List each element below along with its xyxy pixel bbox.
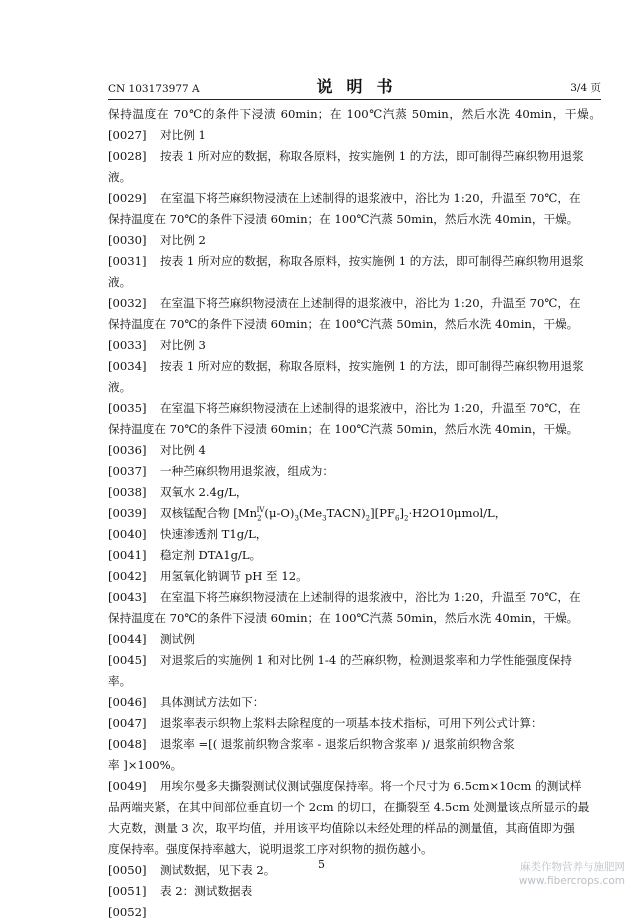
paragraph-number: [0032]	[108, 296, 147, 310]
document-title: 说明书	[316, 77, 407, 96]
page-counter: 3/4 页	[570, 82, 601, 94]
paragraph-0037: [0037] 一种苎麻织物用退浆液，组成为：	[108, 461, 601, 482]
paragraph-0047: [0047] 退浆率表示织物上浆料去除程度的一项基本技术指标，可用下列公式计算：	[108, 713, 601, 734]
text-line: 液。	[108, 170, 132, 184]
text-line: 大克数，测量 3 次，取平均值，并用该平均值除以未经处理的样品的测量值，其商值即为强	[108, 821, 575, 835]
paragraph-number: [0043]	[108, 590, 147, 604]
paragraph-number: [0033]	[108, 338, 147, 352]
paragraph-number: [0052]	[108, 905, 147, 919]
paragraph-number: [0037]	[108, 464, 147, 478]
paragraph-0034: [0034] 按表 1 所对应的数据，称取各原料，按实施例 1 的方法，即可制得苎麻织物用退浆	[108, 356, 601, 377]
paragraph-0029: [0029] 在室温下将苎麻织物浸渍在上述制得的退浆液中，浴比为 1:20，升温至 70℃，在	[108, 188, 601, 209]
paragraph-number: [0042]	[108, 569, 147, 583]
paragraph-0031: [0031] 按表 1 所对应的数据，称取各原料，按实施例 1 的方法，即可制得苎麻织物用退浆	[108, 251, 601, 272]
watermark-url: www.fibercrops.com	[518, 875, 625, 887]
watermark-site-name: 麻类作物营养与施肥网	[520, 861, 625, 873]
text-line: 保持温度在 70℃的条件下浸渍 60min；在 100℃汽蒸 50min，然后水洗 40min，干燥。	[108, 611, 579, 625]
paragraph-number: [0030]	[108, 233, 147, 247]
paragraph-0040: [0040] 快速渗透剂 T1g/L，	[108, 524, 601, 545]
text-line: 保持温度在 70℃的条件下浸渍 60min；在 100℃汽蒸 50min，然后水洗 40min，干燥。	[108, 422, 579, 436]
text-line: 率 ]×100%。	[108, 758, 183, 772]
paragraph-number: [0038]	[108, 485, 147, 499]
paragraph-0036: [0036] 对比例 4	[108, 440, 601, 461]
text-line: 液。	[108, 380, 132, 394]
paragraph-number: [0041]	[108, 548, 147, 562]
paragraph-number: [0045]	[108, 653, 147, 667]
paragraph-number: [0040]	[108, 527, 147, 541]
page-number: 5	[318, 858, 325, 871]
paragraph-0041: [0041] 稳定剂 DTA1g/L。	[108, 545, 601, 566]
paragraph-number: [0051]	[108, 884, 147, 898]
paragraph-number: [0036]	[108, 443, 147, 457]
watermark	[519, 860, 625, 888]
text-line: 液。	[108, 275, 132, 289]
header-rule	[108, 99, 601, 100]
paragraph-number: [0027]	[108, 128, 147, 142]
paragraph-0039	[108, 503, 601, 524]
paragraph-0027: [0027] 对比例 1	[108, 125, 601, 146]
paragraph-0042: [0042] 用氢氧化钠调节 pH 至 12。	[108, 566, 601, 587]
paragraph-number: [0049]	[108, 779, 147, 793]
formula-text: 退浆率 =[( 退浆前织物含浆率 - 退浆后织物含浆率 )/ 退浆前织物含浆	[160, 737, 515, 751]
paragraph-number: [0031]	[108, 254, 147, 268]
paragraph-number: [0028]	[108, 149, 147, 163]
paragraph-0051: [0051] 表 2：测试数据表	[108, 881, 601, 902]
paragraph-0032: [0032] 在室温下将苎麻织物浸渍在上述制得的退浆液中，浴比为 1:20，升温至 70℃，在	[108, 293, 601, 314]
paragraph-0052	[108, 902, 601, 923]
paragraph-number: [0029]	[108, 191, 147, 205]
paragraph-0050: [0050] 测试数据，见下表 2。	[108, 860, 601, 881]
paragraph-number: [0048]	[108, 737, 147, 751]
paragraph-0033: [0033] 对比例 3	[108, 335, 601, 356]
paragraph-number: [0046]	[108, 695, 147, 709]
paragraph-0046: [0046] 具体测试方法如下：	[108, 692, 601, 713]
text-line: 品两端夹紧，在其中间部位垂直切一个 2cm 的切口，在撕裂至 4.5cm 处测量该点所显示的最	[108, 800, 590, 814]
document-body	[108, 104, 601, 923]
paragraph-number: [0039]	[108, 506, 147, 520]
text-line: 保持温度在 70℃的条件下浸渍 60min；在 100℃汽蒸 50min，然后水洗 40min，干燥。	[108, 212, 579, 226]
page-header	[108, 74, 601, 98]
text-line: 度保持率。强度保持率越大，说明退浆工序对织物的损伤越小。	[108, 842, 433, 856]
paragraph-number: [0050]	[108, 863, 147, 877]
text-line: 率。	[108, 674, 132, 688]
paragraph-0048	[108, 734, 601, 755]
paragraph-number: [0035]	[108, 401, 147, 415]
paragraph-number: [0044]	[108, 632, 147, 646]
paragraph-number: [0047]	[108, 716, 147, 730]
paragraph-0045: [0045] 对退浆后的实施例 1 和对比例 1-4 的苎麻织物，检测退浆率和力学性能强度保持	[108, 650, 601, 671]
publication-number: CN 103173977 A	[108, 83, 200, 95]
paragraph-0043: [0043] 在室温下将苎麻织物浸渍在上述制得的退浆液中，浴比为 1:20，升温至 70℃，在	[108, 587, 601, 608]
chemical-formula: 双核锰配合物 $[Mn_2^{IV}(\mu-O)_3(Me_3TACN)_2][PF_6]_2\cdot H2O10\mu mol/L$，	[160, 506, 507, 523]
paragraph-0035: [0035] 在室温下将苎麻织物浸渍在上述制得的退浆液中，浴比为 1:20，升温至 70℃，在	[108, 398, 601, 419]
paragraph-0028: [0028] 按表 1 所对应的数据，称取各原料，按实施例 1 的方法，即可制得苎麻织物用退浆	[108, 146, 601, 167]
text-line: 保持温度在 70℃的条件下浸渍 60min；在 100℃汽蒸 50min，然后水洗 40min，干燥。	[108, 317, 579, 331]
paragraph-0044: [0044] 测试例	[108, 629, 601, 650]
paragraph-0030: [0030] 对比例 2	[108, 230, 601, 251]
paragraph-number: [0034]	[108, 359, 147, 373]
text-line: 保持温度在 70℃的条件下浸渍 60min；在 100℃汽蒸 50min，然后水洗 40min，干燥。	[108, 107, 601, 121]
paragraph-0049: [0049] 用埃尔曼多夫撕裂测试仪测试强度保持率。将一个尺寸为 6.5cm×10cm 的测试样	[108, 776, 601, 797]
paragraph-0038: [0038] 双氧水 2.4g/L，	[108, 482, 601, 503]
